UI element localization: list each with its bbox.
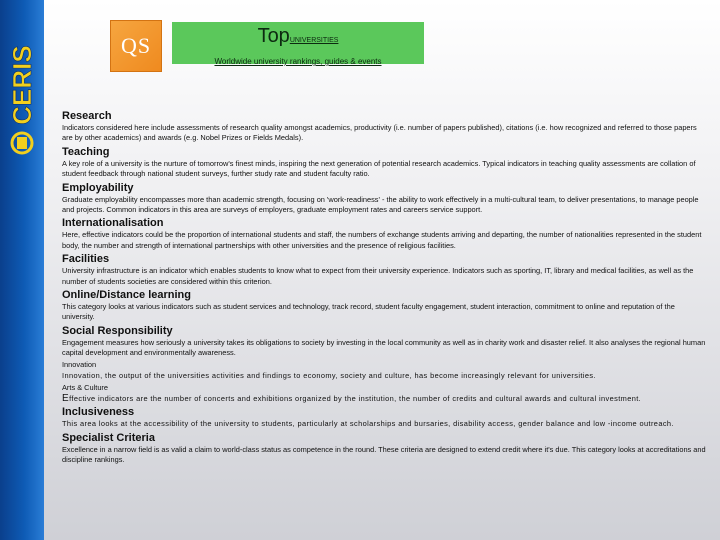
section-text: Engagement measures how seriously a university takes its obligations to society by investing in the local community as well as in charity work and disaster relief. It also analyses the regional human capital development and environmentally awareness. (62, 337, 706, 358)
section-text: Excellence in a narrow field is as valid a claim to world-class status as competence in the round. These criteria are designed to extend credit where it's due. This category looks at accreditations and discipline rankings. (62, 444, 706, 465)
section-text: University infrastructure is an indicator which enables students to know what to expect from their university experience. Indicators such as sporting, IT, library and medical facilities, as well as the number of students societies are considered within this criterion. (62, 266, 694, 286)
banner-title-row (172, 26, 424, 51)
left-brand-bar (0, 0, 44, 540)
section-online-distance-learning (62, 288, 706, 323)
top-universities-banner[interactable] (172, 22, 424, 64)
section-specialist-criteria (62, 431, 706, 466)
ceris-logo (2, 10, 42, 160)
section-text: This category looks at various indicators such as student services and technology, track record, student faculty engagement, student interaction, commitment to online and reputation of the university. (62, 302, 675, 322)
section-facilities (62, 252, 706, 287)
section-text-rest: ffective indicators are the number of concerts and exhibitions organized by the institution, the number of credits and cultural awards and cultural investment. (69, 393, 642, 403)
banner-title: Top (257, 25, 290, 47)
section-teaching (62, 145, 706, 180)
section-inclusiveness (62, 405, 706, 429)
qs-logo-text: QS (120, 33, 152, 58)
section-text: A key role of a university is the nurture of tomorrow's finest minds, inspiring the next generation of potential research academics. Typical indicators in teaching quality assessments are collation of student feedback through national student surveys, further study rate and student faculty ratio. (62, 158, 696, 179)
subsection-title-innovation: Innovation (62, 359, 97, 369)
section-heading: Inclusiveness (62, 406, 135, 419)
section-social-responsibility (62, 324, 706, 404)
section-heading: Research (62, 110, 112, 122)
drop-cap-letter: E (62, 392, 70, 404)
ceris-logo-graphic (2, 10, 42, 160)
section-heading: Internationalisation (62, 217, 164, 230)
criteria-list (62, 109, 706, 467)
subsection-title-arts-culture: Arts & Culture (62, 382, 109, 392)
section-heading: Specialist Criteria (62, 431, 155, 444)
banner-title-suffix: UNIVERSITIES (289, 37, 339, 44)
section-heading: Facilities (62, 253, 110, 266)
section-text: Here, effective indicators could be the proportion of international students and staff, the numbers of exchange students arriving and departing, the number of nationalities represented in the student body, the number and strength of international partnerships with other universities and the presence of religious facilities. (62, 230, 702, 250)
section-text: Indicators considered here include assessments of research quality amongst academics, productivity (i.e. number of papers published), citations (i.e. how recognized and referred to those papers are by other academics) and awards (e.g. Nobel Prizes or Fields Medals). (62, 123, 697, 143)
section-text-arts-culture (62, 394, 706, 404)
qs-logo (110, 20, 162, 72)
section-text: This area looks at the accessibility of the university to students, particularly at scholarships and bursaries, disability access, gender balance and low -income outreach. (62, 419, 674, 429)
section-heading: Employability (62, 181, 134, 194)
banner-tagline-link[interactable]: Worldwide university rankings, guides & events (214, 57, 382, 66)
section-research (62, 109, 706, 144)
section-text: Innovation, the output of the universities activities and findings to economy, society and culture, has become increasingly relevant for universities. (62, 371, 596, 381)
section-heading: Teaching (62, 145, 110, 158)
section-heading: Online/Distance learning (62, 289, 191, 302)
section-heading: Social Responsibility (62, 324, 173, 337)
section-internationalisation (62, 216, 706, 251)
section-text: Graduate employability encompasses more than academic strength, focusing on 'work-readiness' - the ability to work effectively in a multi-cultural team, to deliver presentations, to manage people and projects. Common indicators in this area are surveys of employers, graduate employment rates and careers service support. (62, 194, 699, 215)
section-employability (62, 181, 706, 216)
ceris-logo-text: CERIS (7, 45, 37, 125)
